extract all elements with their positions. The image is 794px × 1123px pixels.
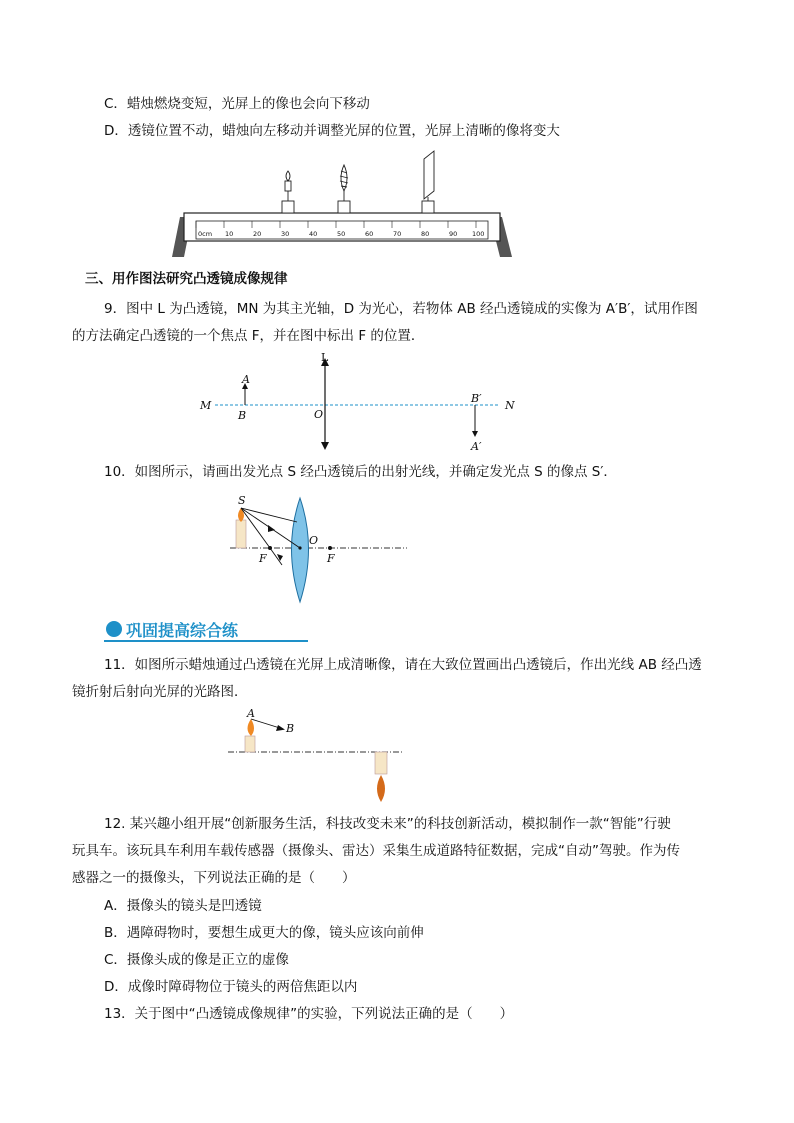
label-F-left: F (259, 552, 267, 565)
optical-center (298, 546, 301, 549)
q12-text-line1: 12. 某兴趣小组开展“创新服务生活，科技改变未来”的科技创新活动，模拟制作一款“智能”行驶 (104, 816, 671, 832)
q8-option-d: D．透镜位置不动，蜡烛向左移动并调整光屏的位置，光屏上清晰的像将变大 (104, 123, 560, 139)
bench-tick-label: 10 (225, 230, 234, 238)
label-A: A (242, 373, 250, 386)
q11-text-line2: 镜折射后射向光屏的光路图． (72, 684, 248, 700)
bench-tick-label: 90 (449, 230, 458, 238)
banner-dot-icon (106, 621, 122, 637)
bench-tick-label: 70 (393, 230, 402, 238)
q13-text-line1: 13．关于图中“凸透镜成像规律”的实验，下列说法正确的是（ ） (104, 1006, 514, 1022)
q9-lens-diagram (195, 350, 525, 458)
label-A-prime: A′ (471, 440, 482, 453)
label-L: L (321, 351, 329, 364)
bench-tick-label: 80 (421, 230, 430, 238)
lens-holder (338, 165, 350, 213)
label-O: O (309, 534, 319, 547)
label-F-right: F (327, 552, 335, 565)
optical-bench-figure (170, 145, 520, 261)
bench-tick-label: 20 (253, 230, 262, 238)
q12-option-c: C．摄像头成的像是正立的虚像 (104, 952, 289, 968)
label-B: B (286, 722, 295, 735)
q8-option-c: C．蜡烛燃烧变短，光屏上的像也会向下移动 (104, 96, 370, 112)
focus-point-left (268, 546, 272, 550)
q9-text-line1: 9．图中 L 为凸透镜，MN 为其主光轴，D 为光心，若物体 AB 经凸透镜成的实像为 A′B′，试用作图 (104, 301, 698, 317)
q12-option-b: B．遇障碍物时，要想生成更大的像，镜头应该向前伸 (104, 925, 424, 941)
candle-holder (282, 171, 294, 213)
label-S: S (238, 494, 246, 507)
label-B-prime: B′ (471, 392, 482, 405)
candle-body (236, 520, 246, 548)
q12-text-line3: 感器之一的摄像头，下列说法正确的是（ ） (72, 870, 356, 886)
bench-tick-label: 100 (472, 230, 485, 238)
q10-text-line1: 10．如图所示，请画出发光点 S 经凸透镜后的出射光线，并确定发光点 S 的像点 S′． (104, 464, 617, 480)
candle-flame (248, 719, 255, 736)
bench-tick-label: 50 (337, 230, 346, 238)
label-N: N (505, 399, 515, 412)
bench-tick-label: 60 (365, 230, 374, 238)
section-banner (104, 617, 308, 641)
image-candle-flame (377, 775, 385, 802)
q12-option-d: D．成像时障碍物位于镜头的两倍焦距以内 (104, 979, 358, 995)
label-A: A (247, 707, 255, 720)
convex-lens (292, 498, 309, 602)
candle-body (245, 736, 255, 752)
q12-option-a: A．摄像头的镜头是凹透镜 (104, 898, 262, 914)
image-candle-body (375, 752, 387, 774)
label-O: O (314, 408, 324, 421)
q9-text-line2: 的方法确定凸透镜的一个焦点 F，并在图中标出 F 的位置． (72, 328, 425, 344)
q11-text-line1: 11．如图所示蜡烛通过凸透镜在光屏上成清晰像，请在大致位置画出凸透镜后，作出光线 AB 经凸透 (104, 657, 702, 673)
q11-diagram (225, 705, 415, 809)
section-heading: 三、用作图法研究凸透镜成像规律 (85, 271, 288, 287)
banner-underline (104, 640, 308, 642)
q12-text-line2: 玩具车。该玩具车利用车载传感器（摄像头、雷达）采集生成道路特征数据，完成“自动”驾驶。作为传 (72, 843, 680, 859)
q10-lens-diagram (225, 490, 415, 608)
label-B: B (238, 409, 247, 422)
focus-point-right (328, 546, 332, 550)
bench-tick-label: 40 (309, 230, 318, 238)
screen-holder (422, 151, 434, 213)
label-M: M (200, 399, 212, 412)
bench-tick-label: 0cm (198, 230, 213, 238)
banner-title: 巩固提高综合练 (126, 621, 239, 640)
bench-tick-label: 30 (281, 230, 290, 238)
